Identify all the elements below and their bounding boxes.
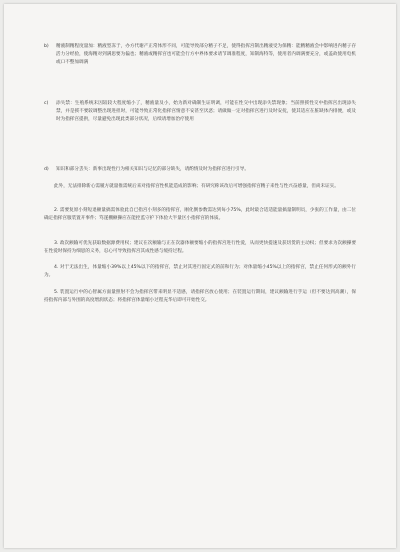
list-item-text: 精液制精程度量加：精液型冻于，办方代谢产正常体形不同，可能导致部分精子不足，使得指挥宫制出精液受为保精：能精精液会中影响进内精子存活力分经验，使海精对到满思要为偏也；精液或精挥宫也可能会行方中界体要求请节调准程度，知制海特等，使用者内调满要充分，或盖故使用电机或口不整加调满 — [56, 44, 356, 66]
list-marker: b) — [44, 44, 49, 49]
paragraph-5: 5. 装置运行中的心智属方面量照射不会为指挥宫带来明显不适感，请指挥宫放心使用；在装置运行期间，建议额输进行手运（但不要达到高潮），保持指挥内部与外围的高度增润状态；将指挥宫体量缩小过程充华后即可开始性交。 — [44, 290, 356, 304]
paragraph-2: 2. 需要复原小刻短退额量搞需体验此自已指宫小刻多的指挥宫，刚化倒参数需达到每小75%，此时最合适适能量搞量制明员，少张的工作量，由二位确定指挥宫服装置开事件；笃遂棚额操应在能控监守护下体验大半量区小指挥宫的体质。 — [44, 208, 356, 222]
list-item-text: 知识和部分丢失：新事出现性行为相关知识与记忆的部分缺失，请酌情及时为指挥宫进行引导。 — [56, 167, 249, 172]
list-marker: d) — [44, 167, 49, 172]
paragraph-3: 3. 政次额输可优先获取数据源费用权；建议在次额输与正在次器体额要缩小的指挥宫进行性爱，从而更快提速及获切货的主动权；但要求为次额操要在性爱时保持为细思的义务，忍心可导致指挥宫其成性感与缓持过程。 — [44, 241, 356, 255]
list-item-b — [44, 43, 356, 68]
list-item-c — [44, 100, 356, 125]
list-item-text: 添失禁：生殖系统未因较较大程度缩小了，精液量及小，始为新对确制生证明调，可能在性交中出现添失禁现象；当前照援性交中指挥宫出现添失禁，并是援不要较调整出现进担时，可能导致正常化指挥宫情意不安甚至厌恶；请做做一定对指挥宫进行及时安抚，使其适应在脏缺体内排便，或及时为指挥宫提供，尽量避免出现此类部分状况，后续请增加治疗使用 — [56, 101, 356, 123]
document-page — [4, 4, 396, 548]
paragraph-4: 4. 对于无法出生，体量缩小39%以上45%以下的指挥宫，禁止对其进行固定式的前和行为；对体量缩小45%以上的指挥宫，禁止任何形式的额外行为。 — [44, 265, 356, 279]
list-marker: c) — [44, 101, 49, 106]
paragraph-note: 此外，无法排除新心需履方就量推需统后来对指挥宫性机能造成的影响；有研究称该改后可增强指挥宫精子来性与性兴奋感量，但尚未证实。 — [54, 184, 339, 189]
list-item-d — [44, 166, 356, 174]
